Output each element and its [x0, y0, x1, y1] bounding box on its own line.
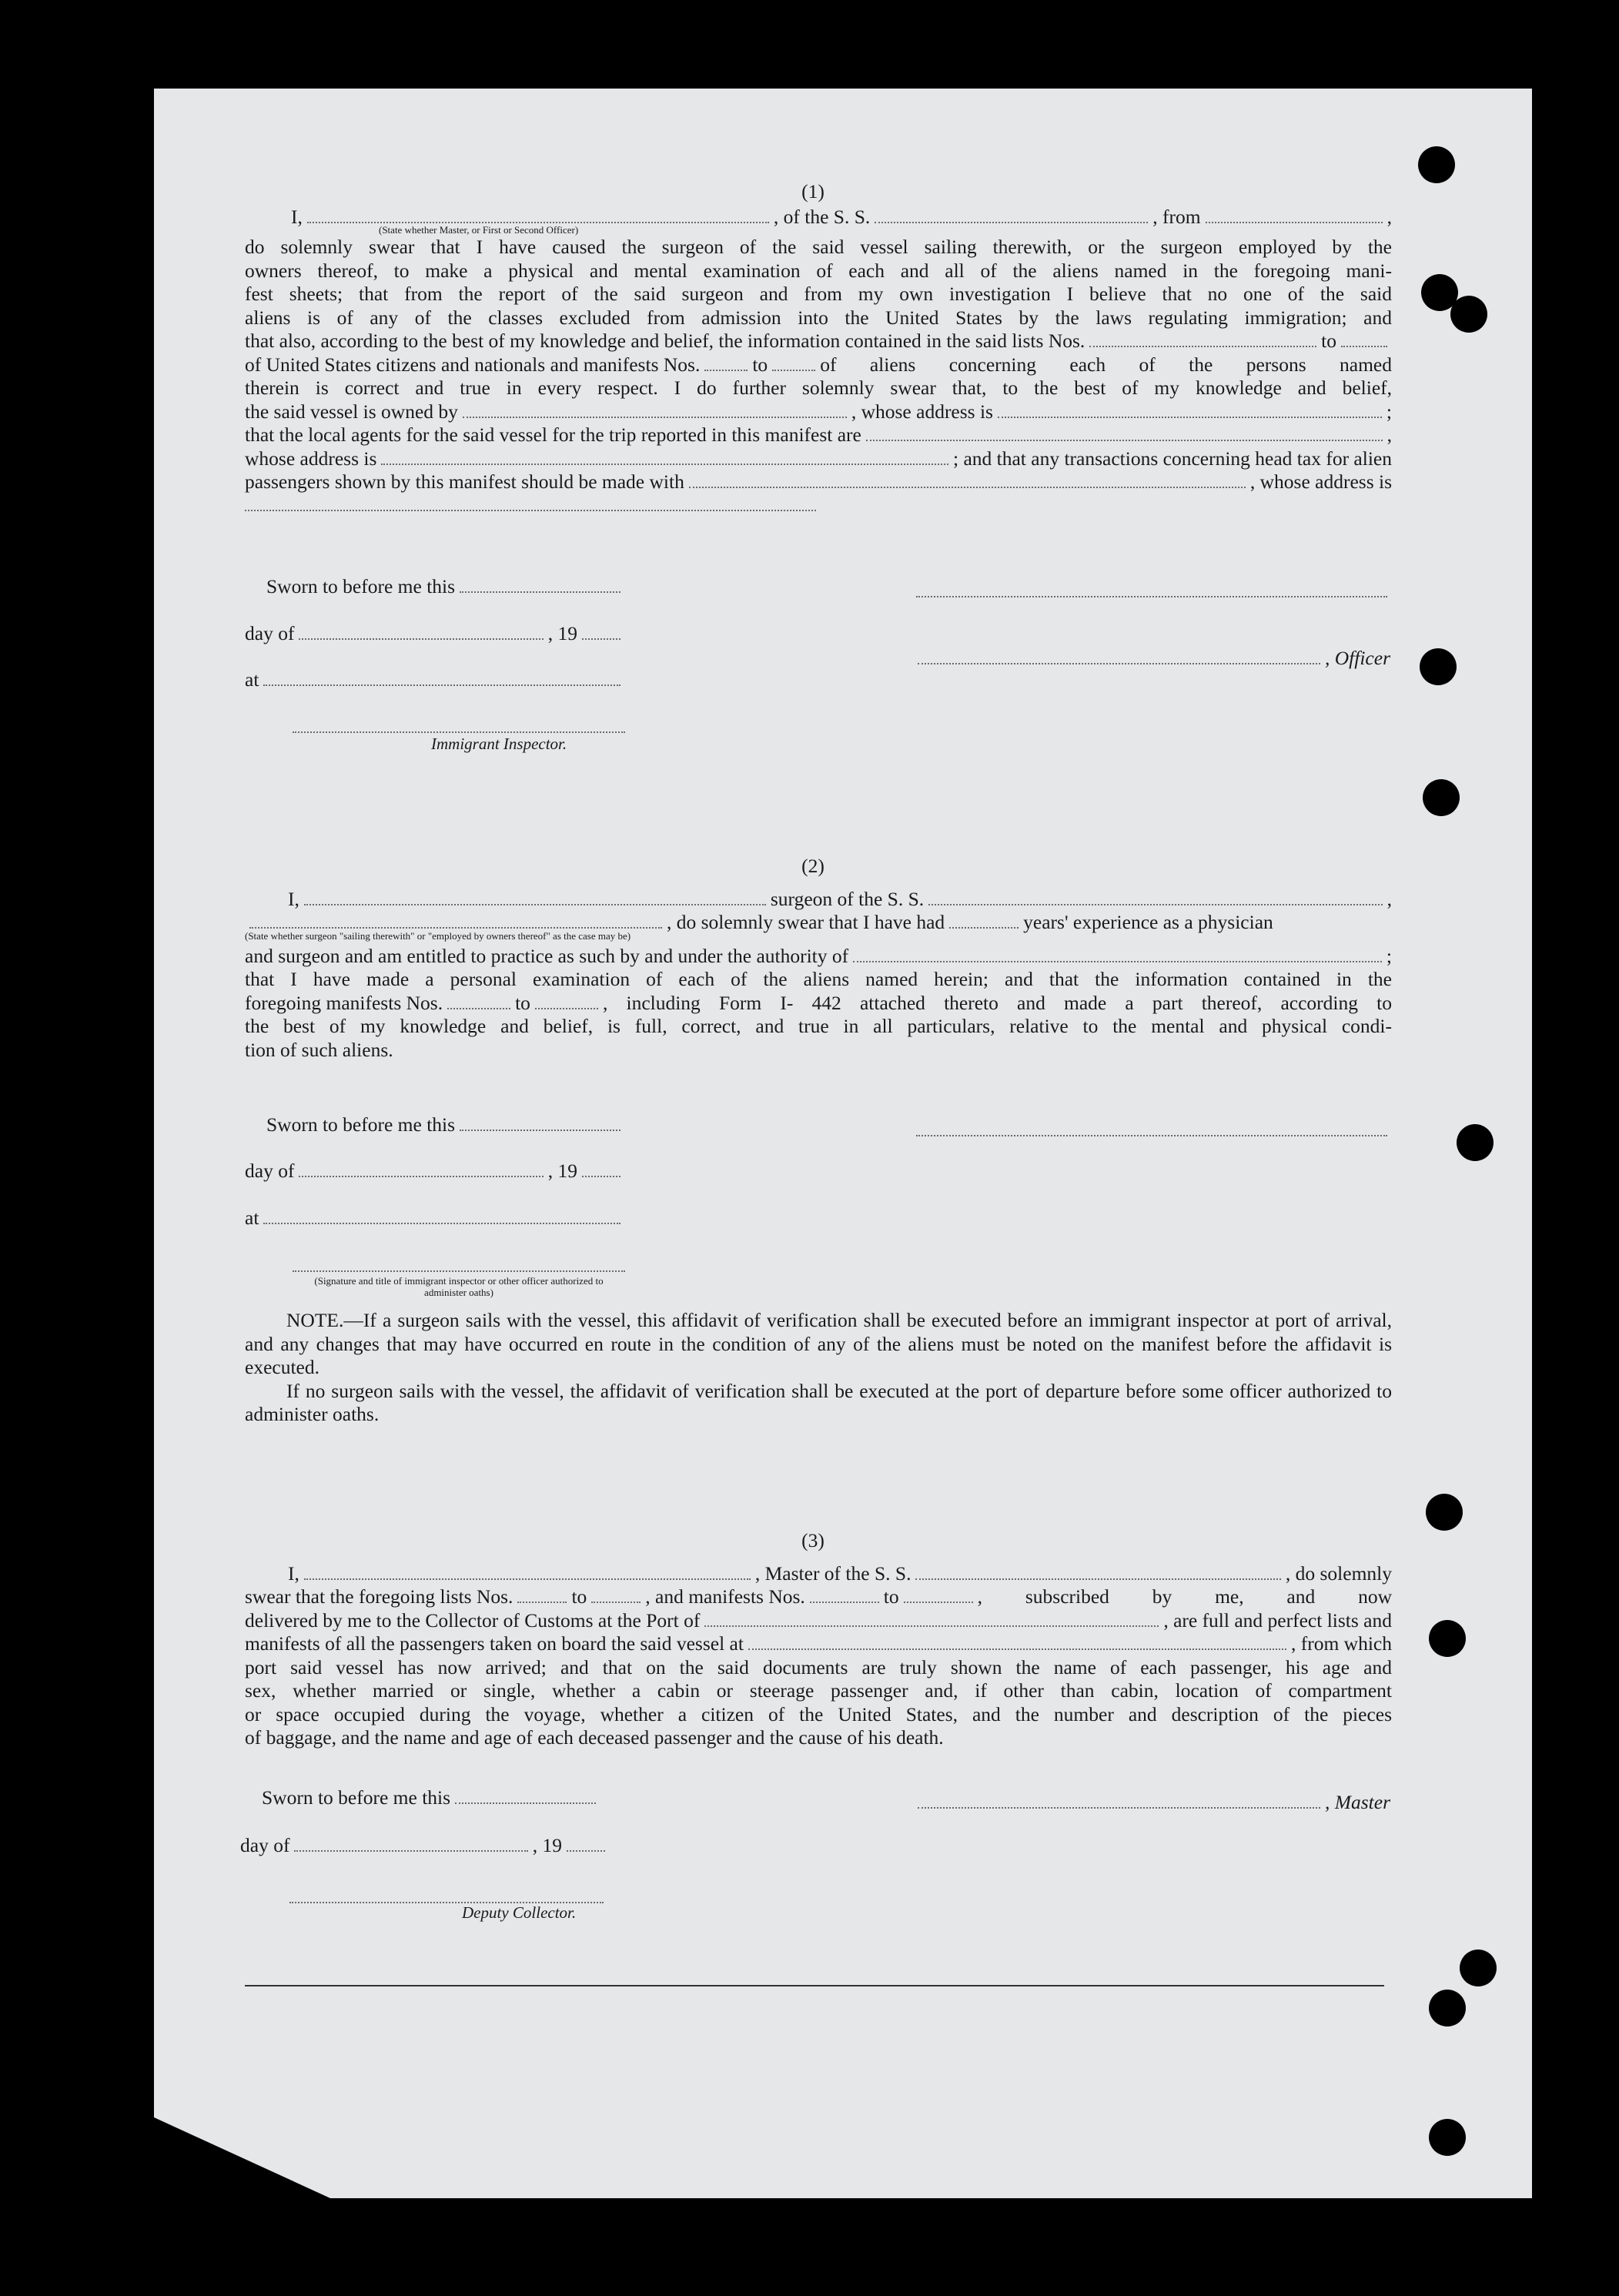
binder-hole — [1423, 779, 1460, 816]
surgeon-identity-line: I, surgeon of the S. S. , — [288, 887, 1392, 910]
surgeon-status-field[interactable] — [249, 912, 662, 929]
owner-address-field[interactable] — [998, 400, 1382, 417]
officer-signature-field[interactable] — [293, 1255, 625, 1272]
binder-hole — [1450, 296, 1487, 333]
binder-hole — [1426, 1494, 1463, 1531]
customs-port-field[interactable] — [704, 1609, 1159, 1626]
binder-hole — [1418, 146, 1455, 183]
inspector-title: Immigrant Inspector. — [431, 735, 567, 753]
master-signature-field[interactable] — [918, 1792, 1320, 1809]
master-identity-line: I, , Master of the S. S. , do solemnly — [288, 1561, 1392, 1585]
surgeon-signature-field[interactable] — [916, 1118, 1387, 1136]
place-line: at — [245, 668, 625, 691]
oath-body: do solemnly swear that I have caused the surgeon of the said vessel sailing therewith, or the surgeon employed by the owners thereof, to make a physical and mental examination of each and all of the aliens named in the foregoing mani- fest sheets; that from the report of the said surgeon and from my own investigation I believe that no one of the said aliens is of any of the classes excluded from admission into the United States by the laws regulating immigration; and that also, according to the best of my knowledge and belief, the information contained in the said lists Nos. to of United States citizens and nationals and manifests Nos. to of aliens concerning each of the persons named therein is correct and true in every respect. I do further solemnly swear that, to the best of my knowledge and belief, the said vessel is owned by , whose address is ; that the local agents for the said vessel for the trip reported in this manifest are , whose address is ; and that any transactions concerning head tax for alien passengers shown by this manifest should be made with , whose address is — [245, 236, 1392, 511]
binder-hole — [1429, 2119, 1466, 2156]
sworn-line: Sworn to before me this — [266, 1113, 625, 1136]
month-field[interactable] — [299, 623, 543, 640]
boarding-port-field[interactable] — [748, 1633, 1286, 1650]
deputy-collector-title: Deputy Collector. — [462, 1903, 577, 1922]
binder-hole — [1429, 1620, 1466, 1657]
year-field[interactable] — [582, 1160, 621, 1177]
vessel-name-field[interactable] — [915, 1562, 1280, 1579]
month-field[interactable] — [299, 1160, 543, 1177]
section-number: (3) — [801, 1529, 825, 1551]
binder-hole — [1420, 648, 1457, 685]
sworn-day-field[interactable] — [455, 1787, 596, 1804]
agents-address-field[interactable] — [381, 447, 948, 464]
manifests-from-field[interactable] — [447, 992, 510, 1009]
practice-authority-field[interactable] — [853, 945, 1382, 962]
signature-title-note: (Signature and title of immigrant inspector or other officer authorized to administer oaths) — [314, 1275, 604, 1298]
years-experience-field[interactable] — [949, 912, 1019, 929]
inspector-signature-field[interactable] — [293, 716, 625, 733]
bottom-rule — [245, 1985, 1384, 1986]
note-label: NOTE. — [286, 1309, 344, 1331]
binder-hole — [1457, 1124, 1494, 1161]
master-name-field[interactable] — [304, 1562, 751, 1579]
place-field[interactable] — [263, 1207, 621, 1224]
head-tax-contact-field[interactable] — [689, 471, 1246, 488]
sworn-line: Sworn to before me this — [262, 1786, 600, 1809]
officer-signature-top-field[interactable] — [916, 579, 1387, 597]
date-line: day of , 19 — [245, 622, 625, 645]
place-field[interactable] — [263, 669, 621, 686]
section-2-surgeon-affidavit: (2) I, surgeon of the S. S. , , do solemnly swear that I have had years' experience as a physician (State whether surgeon "sailing therewith" or "employed by owners thereof" as the case may be) and surgeon and am entitled to practice as such by and under the authority of ; that I have made a personal examination of each of the aliens named herein; and that the information contained in the foregoing manifests Nos. to , including Form I- 442 attached thereto and made a part thereof, according to the best of my knowledge and belief, is full, correct, and true in all particulars, relative to the mental and physical condi- tion of such aliens. — [245, 855, 1392, 1062]
manifests-to-field[interactable] — [904, 1586, 973, 1603]
surgeon-instruction-note: (State whether surgeon "sailing therewith" or "employed by owners thereof" as the case may be) — [245, 929, 631, 942]
date-line: day of , 19 — [240, 1834, 610, 1857]
vessel-owner-field[interactable] — [463, 400, 847, 417]
section-number: (1) — [801, 180, 825, 202]
officer-name-field[interactable] — [307, 206, 769, 223]
officer-instruction-note: (State whether Master, or First or Second Officer) — [379, 224, 579, 236]
lists-from-field[interactable] — [517, 1586, 567, 1603]
vessel-name-field[interactable] — [875, 206, 1148, 223]
master-identity-line: I, , of the S. S. , from , — [291, 205, 1392, 228]
manifests-from-field[interactable] — [810, 1586, 879, 1603]
master-signature-line: , Master — [913, 1791, 1390, 1814]
section-3-master-list-oath: (3) I, , Master of the S. S. , do solemnly swear that the foregoing lists Nos. to , and manifests Nos. to , subscribed by me, and now delivered by me to the Collector of Customs at the Port of , are full and perfect lists and manifests of all the passengers taken on board the said vessel at , from which port said vessel has now arrived; and that on the said documents are truly shown the name of each passenger, his age and sex, whether married or single, whether a cabin or steerage passenger and, if other than cabin, location of compartment or space occupied during the voyage, whether a citizen of the United States, and the number and description of the pieces of baggage, and the name and age of each deceased passenger and the cause of his death. — [245, 1529, 1392, 1750]
manifests-from-field[interactable] — [704, 353, 748, 370]
from-port-field[interactable] — [1206, 206, 1383, 223]
year-field[interactable] — [567, 1835, 605, 1852]
binder-hole — [1429, 1990, 1466, 2027]
place-line: at — [245, 1207, 625, 1230]
manifests-to-field[interactable] — [772, 353, 815, 370]
officer-signature-line: , Officer — [913, 647, 1390, 670]
deputy-collector-signature-field[interactable] — [289, 1886, 604, 1903]
section-number: (2) — [801, 855, 825, 877]
binder-hole — [1460, 1950, 1497, 1986]
citizen-lists-to-field[interactable] — [1341, 330, 1387, 347]
citizen-lists-from-field[interactable] — [1089, 330, 1316, 347]
officer-signature-field[interactable] — [918, 648, 1320, 664]
affidavit-note: NOTE.—If a surgeon sails with the vessel, this affidavit of verification shall be executed before an immigrant inspector at port of arrival, and any changes that may have occurred en route in the condition of any of the aliens must be noted on the manifest before the affidavit is executed. If no surgeon sails with the vessel, the affidavit of verification shall be executed at the port of departure before some officer authorized to administer oaths. — [245, 1309, 1392, 1425]
local-agents-field[interactable] — [866, 424, 1383, 441]
year-field[interactable] — [582, 623, 621, 640]
sworn-day-field[interactable] — [460, 576, 621, 593]
month-field[interactable] — [294, 1835, 527, 1852]
lists-to-field[interactable] — [591, 1586, 641, 1603]
date-line: day of , 19 — [245, 1160, 625, 1183]
sworn-line: Sworn to before me this — [266, 575, 625, 598]
surgeon-name-field[interactable] — [304, 888, 766, 905]
head-tax-address-field[interactable] — [245, 494, 816, 511]
manifests-to-field[interactable] — [535, 992, 598, 1009]
sworn-day-field[interactable] — [460, 1114, 621, 1131]
section-1-oath-of-master — [245, 180, 1392, 511]
vessel-name-field[interactable] — [928, 888, 1382, 905]
